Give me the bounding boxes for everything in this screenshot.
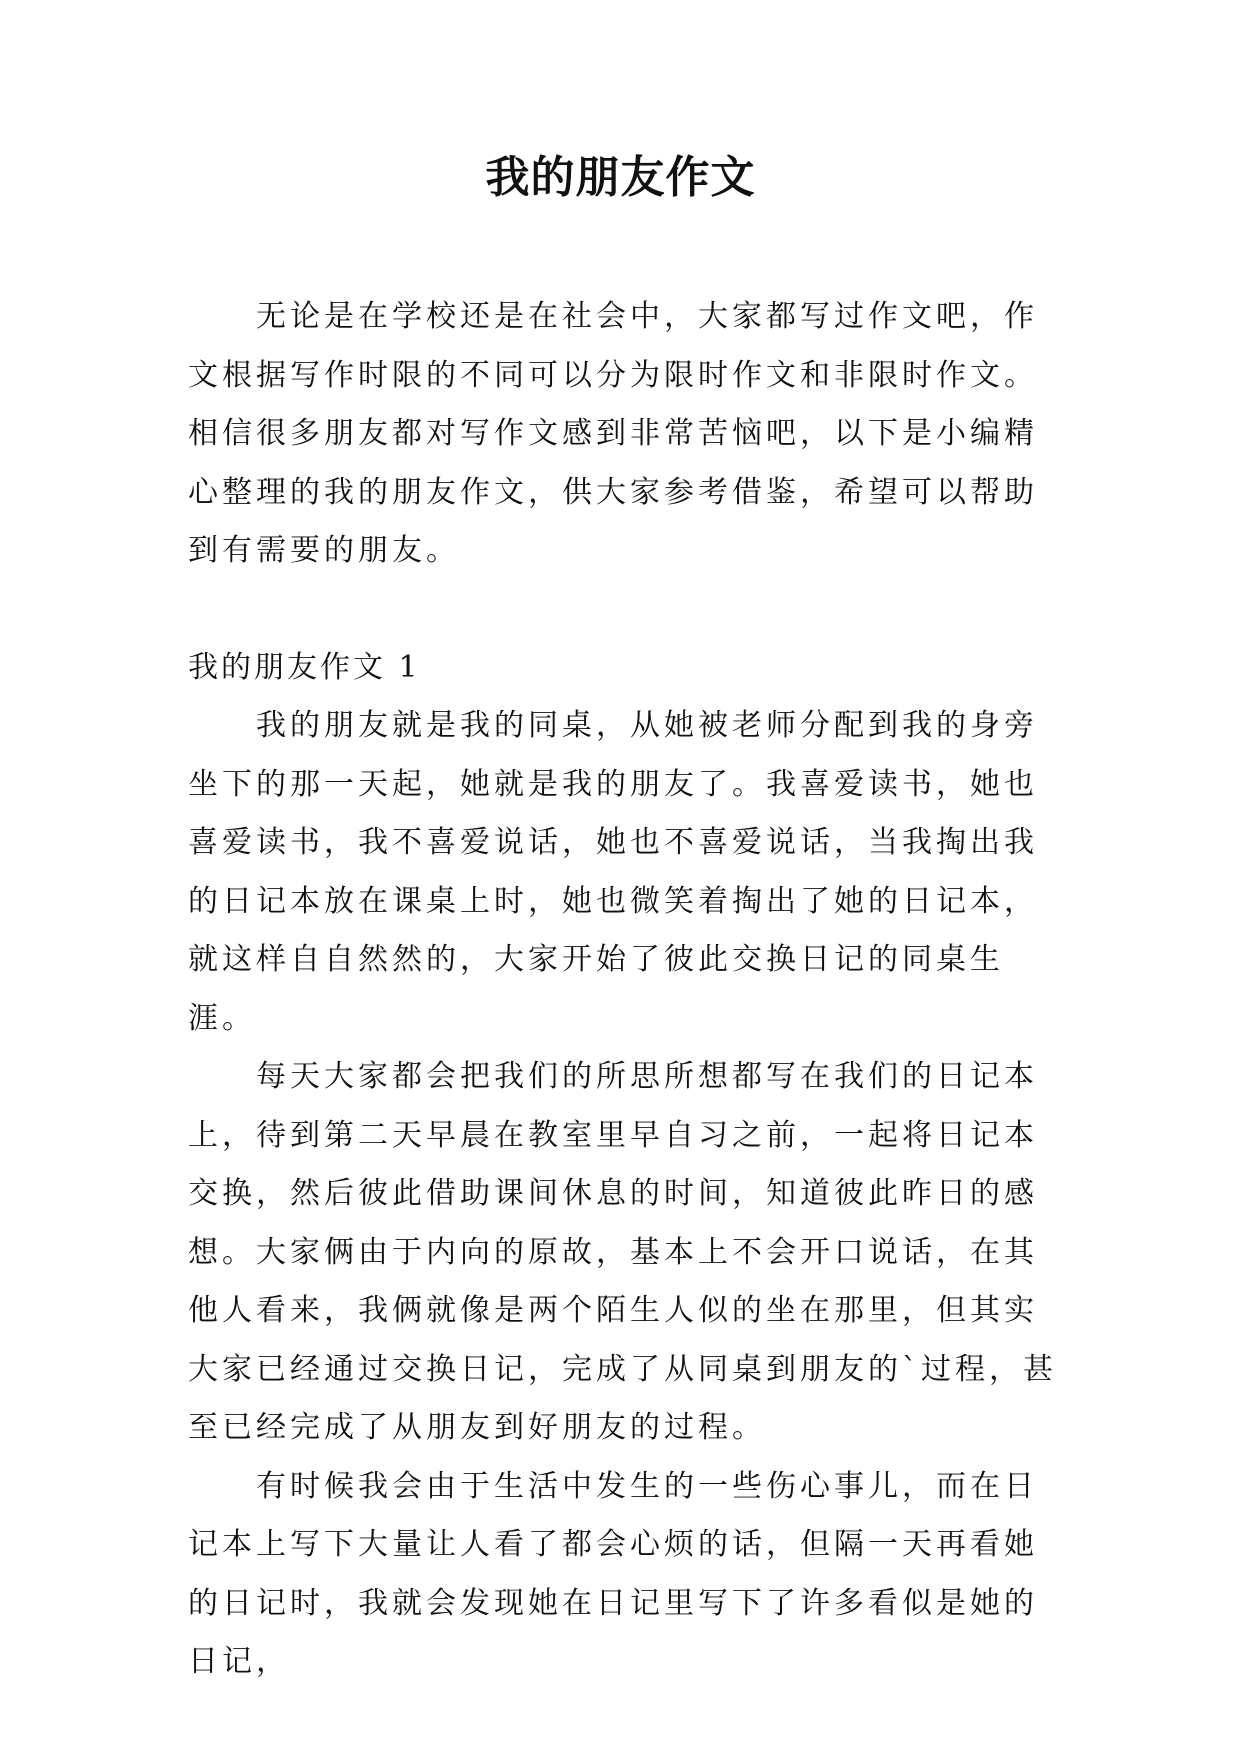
body-paragraph-3: 有时候我会由于生活中发生的一些伤心事儿，而在日记本上写下大量让人看了都会心烦的话，但隔一天再看她的日记时，我就会发现她在日记里写下了许多看似是她的日记， (188, 1468, 1038, 1679)
intro-paragraph: 无论是在学校还是在社会中，大家都写过作文吧，作文根据写作时限的不同可以分为限时作文和非限时作文。相信很多朋友都对写作文感到非常苦恼吧，以下是小编精心整理的我的朋友作文，供大家参考借鉴，希望可以帮助到有需要的朋友。 (188, 299, 1038, 568)
body-paragraph-1: 我的朋友就是我的同桌，从她被老师分配到我的身旁坐下的那一天起，她就是我的朋友了。我喜爱读书，她也喜爱读书，我不喜爱说话，她也不喜爱说话，当我掏出我的日记本放在课桌上时，她也微笑着掏出了她的日记本，就这样自自然然的，大家开始了彼此交换日记的同桌生涯。 (188, 708, 1038, 1036)
document-title: 我的朋友作文 (485, 152, 756, 203)
body-paragraph-2: 每天大家都会把我们的所思所想都写在我们的日记本上，待到第二天早晨在教室里早自习之前，一起将日记本交换，然后彼此借助课间休息的时间，知道彼此昨日的感想。大家俩由于内向的原故，基本上不会开口说话，在其他人看来，我俩就像是两个陌生人似的坐在那里，但其实大家已经通过交换日记，完成了从同桌到朋友的`过程，甚至已经完成了从朋友到好朋友的过程。 (188, 1059, 1057, 1445)
section-heading: 我的朋友作文 1 (188, 649, 421, 685)
document-body (188, 288, 1058, 1692)
